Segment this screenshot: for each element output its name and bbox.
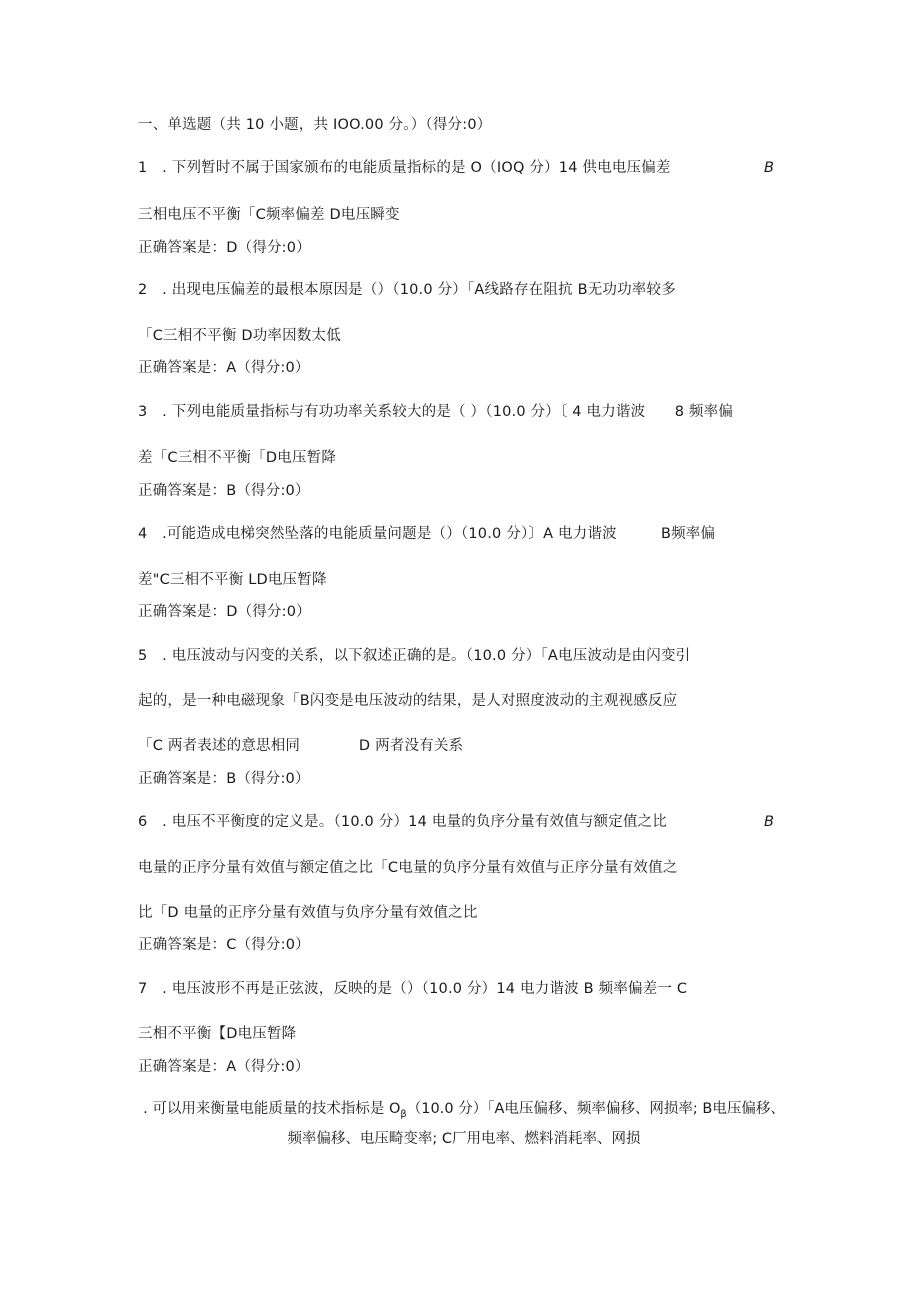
question-5-answer: 正确答案是：B（得分:0）	[138, 771, 310, 787]
question-3-line-1: 3 . 下列电能质量指标与有功功率关系较大的是（ ）（10.0 分）〔 4 电力谐波 8 频率偏	[138, 404, 734, 420]
question-1-option-b-marker: B	[764, 160, 774, 176]
question-8-text-a: . 可以用来衡量电能质量的技术指标是 O	[143, 1101, 401, 1117]
section-title: 一、单选题（共 10 小题，共 IOO.00 分。）（得分:0）	[138, 117, 492, 133]
question-7-line-1: 7 . 电压波形不再是正弦波，反映的是（）（10.0 分）14 电力谐波 B 频率偏差一 C	[138, 981, 688, 997]
question-6-line-3: 比「D 电量的正序分量有效值与负序分量有效值之比	[138, 905, 478, 921]
question-6-option-b-marker: B	[764, 814, 774, 830]
question-6-line-1: 6 . 电压不平衡度的定义是。（10.0 分）14 电量的负序分量有效值与额定值之比	[138, 814, 668, 830]
question-7-line-2: 三相不平衡【D电压暂降	[138, 1026, 297, 1042]
question-1-line-2: 三相电压不平衡「C频率偏差 D电压瞬变	[138, 207, 400, 223]
question-2-answer: 正确答案是：A（得分:0）	[138, 360, 310, 376]
question-1-line-1: 1 . 下列暂时不属于国家颁布的电能质量指标的是 O（IOQ 分）14 供电电压偏差	[138, 160, 671, 176]
question-2-line-2: 「C三相不平衡 D功率因数太低	[138, 328, 341, 344]
question-8-subscript: β	[400, 1108, 407, 1120]
question-3-answer: 正确答案是：B（得分:0）	[138, 483, 310, 499]
question-2-line-1: 2 . 出现电压偏差的最根本原因是（）（10.0 分）「A线路存在阻抗 B无功功率较多	[138, 282, 676, 298]
question-8-text	[138, 1097, 790, 1151]
question-3-line-2: 差「C三相不平衡「D电压暂降	[138, 450, 337, 466]
question-5-line-1: 5 . 电压波动与闪变的关系，以下叙述正确的是。（10.0 分）「A电压波动是由闪变引	[138, 648, 691, 664]
question-4-line-2: 差"C三相不平衡 LD电压暂降	[138, 572, 327, 588]
question-4-line-1: 4 .可能造成电梯突然坠落的电能质量问题是（）（10.0 分）〕A 电力谐波 B频率偏	[138, 526, 716, 542]
question-8-text-b: （10.0 分）「A电压偏移、频率偏移、网损率; B电压偏移、频率偏移、电压畸变率; C厂用电率、燃料消耗率、网损	[287, 1101, 785, 1147]
question-5-line-3: 「C 两者表述的意思相同 D 两者没有关系	[138, 738, 464, 754]
question-6-line-2: 电量的正序分量有效值与额定值之比「C电量的负序分量有效值与正序分量有效值之	[138, 860, 678, 876]
question-6-answer: 正确答案是：C（得分:0）	[138, 937, 310, 953]
question-5-line-2: 起的，是一种电磁现象「B闪变是电压波动的结果，是人对照度波动的主观视感反应	[138, 693, 678, 709]
question-4-answer: 正确答案是：D（得分:0）	[138, 604, 311, 620]
question-7-answer: 正确答案是：A（得分:0）	[138, 1059, 310, 1075]
question-1-answer: 正确答案是：D（得分:0）	[138, 240, 311, 256]
